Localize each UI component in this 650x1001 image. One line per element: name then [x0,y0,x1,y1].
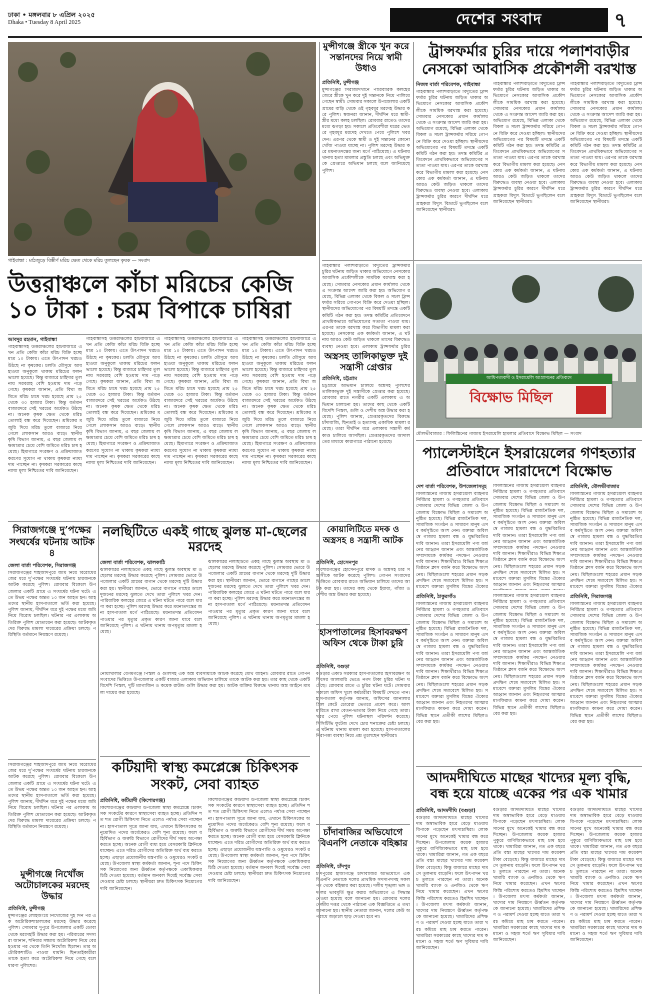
transformer-body-col-1: গাইবান্ধার পলাশবাড়ীতে বিদ্যুতের ট্রান্সফর্মার চুরির ঘটনায় জড়িত থাকার অভিযোগে নেসকোর আবাসিক প্রকৌশলীকে সাময়িক বরখাস্ত করা হয়েছে। সোমবার নেসকোর প্রধান কার্যালয় থেকে এ সংক্রান্ত আদেশ জারি করা হয়। অভিযোগ রয়েছে, বিভিন্ন এলাকা থেকে বিকল ও সচল ট্রান্সফর্মার সরিয়ে গোপনে বিক্রি করে দেওয়া হচ্ছিল। স্থানীয়দের অভিযোগের পর বিষয়টি তদন্তে একটি কমিটি গঠন করা হয়। তদন্ত কমিটির প্রতিবেদনে প্রাথমিকভাবে অভিযোগের সত্যতা পাওয়া যায়। এরপর তাকে বরখাস্ত করে বিভাগীয় মামলা করা হয়েছে। নেসকোর এক কর্মকর্তা জানান, এ ঘটনায় আরও কেউ জড়িত থাকলে তাদের বিরুদ্ধেও ব্যবস্থা নেওয়া হবে। এলাকায় ট্রান্সফর্মার চুরির কারণে দীর্ঘদিন ধরে গ্রাহকরা বিদ্যুৎ বিভ্রাটে ভুগছিলেন বলে জানিয়েছেন স্থানীয়রা। [416,90,488,213]
masthead-rule [8,36,642,38]
page-number: ৭ [614,8,628,32]
palestine-headline: প্যালেস্টাইনে ইসরায়েলের গণহত্যার প্রতিবাদে সারাদেশে বিক্ষোভ [422,444,636,480]
chandpur-byline: প্রতিনিধি, চাঁদপুর [316,864,351,870]
palestine-body-col-6: ফিলিস্তিনের গাজায় ইসরায়েলি বাহিনীর নির্বিচার হামলা ও গণহত্যার প্রতিবাদে সোমবার দেশের বিভিন্ন জেলা ও উপজেলায় বিক্ষোভ মিছিল ও সমাবেশ অনুষ্ঠিত হয়েছে। বিভিন্ন রাজনৈতিক দল, সামাজিক সংগঠন ও সাধারণ মানুষ এসব কর্মসূচিতে অংশ নেন। বক্তারা অবিলম্বে গাজায় হামলা বন্ধ ও যুদ্ধবিরতির দাবি জানান। তারা ইসরায়েলি পণ্য বর্জনের আহ্বান জানান এবং আন্তর্জাতিক সম্প্রদায়কে কার্যকর পদক্ষেপ নেওয়ার দাবি জানান। শিক্ষার্থীরাও বিভিন্ন শিক্ষাপ্রতিষ্ঠানে ক্লাস বর্জন করে বিক্ষোভে অংশ নেয়। মিছিলগুলো শহরের প্রধান সড়ক প্রদক্ষিণ শেষে সমাবেশে মিলিত হয়। সমাবেশে বক্তারা মুসলিম বিশ্বের ঐক্যের আহ্বান জানান এবং নিহতদের আত্মার মাগফিরাত কামনা করে দোয়া করেন। বিভিন্ন স্থানে প্রতীকী লাশের মিছিলও বের করা হয়। [570,602,642,725]
chili-photo [8,42,316,256]
chili-photo-caption: গাইবান্ধা : মাঠজুড়ে বিস্তীর্ণ মরিচ ক্ষেত থেকে মরিচ তুলছেন কৃষক — সংবাদ [8,259,150,264]
divider-palestine [416,440,642,441]
missing-body: মুন্সীগঞ্জের লৌহজংয়ে নিখোঁজের দুই দিন পর এক অটোরিকশাচালকের মরদেহ উদ্ধার করেছে পুলিশ। সোমবার দুপুরে উপজেলার একটি ডোবা থেকে মরদেহটি উদ্ধার করা হয়। পরিবারের সদস্যরা জানান, শনিবার সন্ধ্যায় অটোরিকশা নিয়ে বের হওয়ার পর থেকে তিনি নিখোঁজ ছিলেন। তার অটোরিকশাটিও পাওয়া যায়নি। ছিনতাইকারীরা তাকে হত্যা করে অটোরিকশা নিয়ে গেছে বলে ধারণা পুলিশের। [8,914,96,969]
chili-headline-rule [8,334,316,335]
transformer-body-col-2: গাইবান্ধার পলাশবাড়ীতে বিদ্যুতের ট্রান্সফর্মার চুরির ঘটনায় জড়িত থাকার অভিযোগে নেসকোর আবাসিক প্রকৌশলীকে সাময়িক বরখাস্ত করা হয়েছে। সোমবার নেসকোর প্রধান কার্যালয় থেকে এ সংক্রান্ত আদেশ জারি করা হয়। অভিযোগ রয়েছে, বিভিন্ন এলাকা থেকে বিকল ও সচল ট্রান্সফর্মার সরিয়ে গোপনে বিক্রি করে দেওয়া হচ্ছিল। স্থানীয়দের অভিযোগের পর বিষয়টি তদন্তে একটি কমিটি গঠন করা হয়। তদন্ত কমিটির প্রতিবেদনে প্রাথমিকভাবে অভিযোগের সত্যতা পাওয়া যায়। এরপর তাকে বরখাস্ত করে বিভাগীয় মামলা করা হয়েছে। নেসকোর এক কর্মকর্তা জানান, এ ঘটনায় আরও কেউ জড়িত থাকলে তাদের বিরুদ্ধেও ব্যবস্থা নেওয়া হবে। এলাকায় ট্রান্সফর্মার চুরির কারণে দীর্ঘদিন ধরে গ্রাহকরা বিদ্যুৎ বিভ্রাটে ভুগছিলেন বলে জানিয়েছেন স্থানীয়রা। [493,82,565,205]
nalchiti-headline: নলছিটিতে একই গাছে ঝুলন্ত মা-ছেলের মরদেহ [102,525,308,555]
kotiadi-headline: কটিয়াদী স্বাস্থ্য কমপ্লেক্সে চিকিৎসক সংকট, সেবা ব্যাহত [111,760,299,793]
robbers-body: চট্টগ্রামে অভিযান চালিয়ে অস্ত্রসহ পুলিশের তালিকাভুক্ত দুই সন্ত্রাসীকে গ্রেপ্তার করা হয়েছে। রোববার রাতে নগরীর একটি এলাকায় এ অভিযান চালানো হয়। তাদের কাছ থেকে একটি বিদেশি পিস্তল, গুলি ও দেশীয় অস্ত্র উদ্ধার করা হয়েছে। পুলিশ জানায়, গ্রেপ্তারকৃতদের বিরুদ্ধে চাঁদাবাজি, ছিনতাই ও হত্যাসহ একাধিক মামলা রয়েছে। তারা দীর্ঘদিন ধরে এলাকায় সন্ত্রাসী কর্মকাণ্ড চালিয়ে আসছিল। গ্রেপ্তারকৃতদের আদালতের মাধ্যমে কারাগারে পাঠানো হয়েছে। [322,384,410,445]
arrest4-body: কিশোরগঞ্জের হোসেনপুরে মাদক ও অস্ত্রসহ চার সন্ত্রাসীকে আটক করেছে পুলিশ। গোপন সংবাদের ভিত্তিতে রোববার রাতে অভিযান চালিয়ে তাদের আটক করা হয়। তাদের কাছ থেকে ইয়াবা, গাঁজা ও দেশীয় অস্ত্র উদ্ধার করা হয়েছে। [316,568,410,598]
vrule-3 [98,525,99,994]
vrule-2 [413,42,414,994]
missing-headline: মুন্সীগঞ্জে নিখোঁজ অটোচালকের মরদেহ উদ্ধার [14,870,90,902]
palestine-body-col-3: ফিলিস্তিনের গাজায় ইসরায়েলি বাহিনীর নির্বিচার হামলা ও গণহত্যার প্রতিবাদে সোমবার দেশের বিভিন্ন জেলা ও উপজেলায় বিক্ষোভ মিছিল ও সমাবেশ অনুষ্ঠিত হয়েছে। বিভিন্ন রাজনৈতিক দল, সামাজিক সংগঠন ও সাধারণ মানুষ এসব কর্মসূচিতে অংশ নেন। বক্তারা অবিলম্বে গাজায় হামলা বন্ধ ও যুদ্ধবিরতির দাবি জানান। তারা ইসরায়েলি পণ্য বর্জনের আহ্বান জানান এবং আন্তর্জাতিক সম্প্রদায়কে কার্যকর পদক্ষেপ নেওয়ার দাবি জানান। শিক্ষার্থীরাও বিভিন্ন শিক্ষাপ্রতিষ্ঠানে ক্লাস বর্জন করে বিক্ষোভে অংশ নেয়। মিছিলগুলো শহরের প্রধান সড়ক প্রদক্ষিণ শেষে সমাবেশে মিলিত হয়। সমাবেশে বক্তারা মুসলিম বিশ্বের ঐক্যের [570,492,642,590]
divider-chandpur [316,824,410,825]
chili-headline: উত্তরাঞ্চলে কাঁচা মরিচের কেজি ১০ টাকা : চরম বিপাকে চাষিরা [8,271,293,324]
sirajganj-body: সিরাজগঞ্জের শাহজাদপুরে জমি নিয়ে বিরোধের জের ধরে দু’পক্ষের সংঘর্ষের ঘটনায় চারজনকে আটক করেছে পুলিশ। রোববার বিকেলে উপজেলার একটি গ্রামে এ সংঘর্ষের ঘটনা ঘটে। এতে উভয় পক্ষের অন্তত ১০ জন আহত হন। আহতদের স্থানীয় হাসপাতালে ভর্তি করা হয়েছে। পুলিশ জানায়, দীর্ঘদিন ধরে দুই পক্ষের মধ্যে জমি নিয়ে বিরোধ চলছিল। ঘটনার পর এলাকায় অতিরিক্ত পুলিশ মোতায়েন করা হয়েছে। আটককৃতদের বিরুদ্ধে মামলা দায়েরের প্রক্রিয়া চলছে। পরিস্থিতি বর্তমানে নিয়ন্ত্রণে রয়েছে। [8,571,96,639]
chili-body-col-2: গাইবান্ধাসহ উত্তরাঞ্চলের হাটবাজারে এখন প্রতি কেজি কাঁচা মরিচ বিক্রি হচ্ছে মাত্র ১০ টাকায়। এতে উৎপাদন খরচও উঠছে না কৃষকের। চলতি মৌসুমে আবহাওয়া অনুকূলে থাকায় মরিচের ফলন ভালো হয়েছে। কিন্তু বাজারে চাহিদার তুলনায় সরবরাহ বেশি হওয়ায় দাম পড়ে গেছে। কৃষকরা জানান, প্রতি বিঘা জমিতে মরিচ চাষে খরচ হয়েছে প্রায় ২৫ থেকে ৩০ হাজার টাকা। কিন্তু বর্তমান বাজারদরে সেই খরচের অর্ধেকও উঠছে না। অনেক কৃষক ক্ষেত থেকে মরিচ তোলাই বন্ধ করে দিয়েছেন। শ্রমিকের মজুরি দিয়ে মরিচ তুলে বাজারে নিয়ে গেলে লোকসান আরও বাড়ে। স্থানীয় কৃষি বিভাগ জানায়, এ বছর জেলায় লক্ষ্যমাত্রার চেয়ে বেশি জমিতে মরিচ চাষ হয়েছে। হিমাগারে সংরক্ষণ ও প্রক্রিয়াজাতকরণের সুযোগ না থাকায় কৃষকরা ন্যায্য দাম পাচ্ছেন না। কৃষকরা সরকারের কাছে ন্যায্য মূল্য নিশ্চিতের দাবি জানিয়েছেন। [86,337,160,467]
chili-body-col-1: গাইবান্ধাসহ উত্তরাঞ্চলের হাটবাজারে এখন প্রতি কেজি কাঁচা মরিচ বিক্রি হচ্ছে মাত্র ১০ টাকায়। এতে উৎপাদন খরচও উঠছে না কৃষকের। চলতি মৌসুমে আবহাওয়া অনুকূলে থাকায় মরিচের ফলন ভালো হয়েছে। কিন্তু বাজারে চাহিদার তুলনায় সরবরাহ বেশি হওয়ায় দাম পড়ে গেছে। কৃষকরা জানান, প্রতি বিঘা জমিতে মরিচ চাষে খরচ হয়েছে প্রায় ২৫ থেকে ৩০ হাজার টাকা। কিন্তু বর্তমান বাজারদরে সেই খরচের অর্ধেকও উঠছে না। অনেক কৃষক ক্ষেত থেকে মরিচ তোলাই বন্ধ করে দিয়েছেন। শ্রমিকের মজুরি দিয়ে মরিচ তুলে বাজারে নিয়ে গেলে লোকসান আরও বাড়ে। স্থানীয় কৃষি বিভাগ জানায়, এ বছর জেলায় লক্ষ্যমাত্রার চেয়ে বেশি জমিতে মরিচ চাষ হয়েছে। হিমাগারে সংরক্ষণ ও প্রক্রিয়াজাতকরণের সুযোগ না থাকায় কৃষকরা ন্যায্য দাম পাচ্ছেন না। কৃষকরা সরকারের কাছে ন্যায্য মূল্য নিশ্চিতের দাবি জানিয়েছেন। [8,345,82,475]
nalchiti-body-col-1: ঝালকাঠির নলছিটিতে একই গাছে ঝুলন্ত অবস্থায় মা ও ছেলের মরদেহ উদ্ধার করেছে পুলিশ। সোমবার ভোরে উপজেলার একটি গ্রামের বাগান থেকে মরদেহ দুটি উদ্ধার করা হয়। স্থানীয়রা জানান, ভোরে বাগানে গাছের ডালে দুজনের মরদেহ ঝুলতে দেখে তারা পুলিশে খবর দেন। পারিবারিক কলহের জেরে এ ঘটনা ঘটতে পারে বলে ধারণা করা হচ্ছে। পুলিশ মরদেহ উদ্ধার করে ময়নাতদন্তের জন্য হাসপাতাল মর্গে পাঠিয়েছে। ময়নাতদন্ত প্রতিবেদন পাওয়ার পর মৃত্যুর প্রকৃত কারণ জানা যাবে বলে জানিয়েছে পুলিশ। এ ঘটনায় থানায় অপমৃত্যুর মামলা হয়েছে। [100,568,202,636]
date-line-bangla: ঢাকা • মঙ্গলবার ৮ এপ্রিল ২০২৫ [8,11,95,19]
fish-body-col-1: বগুড়ার আদমদীঘিতে মাছের খাদ্যের দাম অস্বাভাবিক হারে বেড়ে যাওয়ায় বিপাকে পড়েছেন মৎস্যচাষিরা। লোকসানের মুখে অনেকেই খামার বন্ধ করে দিচ্ছেন। উপজেলায় কয়েক হাজার পুকুরে বাণিজ্যিকভাবে মাছ চাষ হয়ে থাকে। খামারিরা জানান, গত এক বছরে প্রতি বস্তা মাছের খাদ্যের দাম কয়েকশ টাকা বেড়েছে। কিন্তু বাজারে মাছের দাম সে তুলনায় বাড়েনি। ফলে উৎপাদন খরচ তুলতে পারছেন না তারা। অনেক খামারি ব্যাংক ও এনজিও থেকে ঋণ নিয়ে খামার করেছেন। এখন ঋণের কিস্তি পরিশোধ করতেও হিমশিম খাচ্ছেন। উপজেলা মৎস্য কর্মকর্তা জানান, খাদ্যের দাম নিয়ন্ত্রণে ঊর্ধ্বতন কর্তৃপক্ষকে জানানো হয়েছে। খামারিদের প্রশিক্ষণ ও পরামর্শ দেওয়া হচ্ছে যাতে তারা খরচ কমিয়ে মাছ চাষ করতে পারেন। খামারিরা সরকারের কাছে খাদ্যের দাম কমানো ও সহজ শর্তে ঋণ সুবিধার দাবি জানিয়েছেন। [416,816,488,952]
banner-top-text: আধিপত্যবাদী ও ইসরায়েলি আগ্রাসনের প্রতিবাদে [486,376,572,381]
divider-mid [322,260,642,261]
hospital-byline: প্রতিনিধি, বগুড়া [316,664,350,670]
transformer-cont: গাইবান্ধার পলাশবাড়ীতে বিদ্যুতের ট্রান্সফর্মার চুরির ঘটনায় জড়িত থাকার অভিযোগে নেসকোর আবাসিক প্রকৌশলীকে সাময়িক বরখাস্ত করা হয়েছে। সোমবার নেসকোর প্রধান কার্যালয় থেকে এ সংক্রান্ত আদেশ জারি করা হয়। অভিযোগ রয়েছে, বিভিন্ন এলাকা থেকে বিকল ও সচল ট্রান্সফর্মার সরিয়ে গোপনে বিক্রি করে দেওয়া হচ্ছিল। স্থানীয়দের অভিযোগের পর বিষয়টি তদন্তে একটি কমিটি গঠন করা হয়। তদন্ত কমিটির প্রতিবেদনে প্রাথমিকভাবে অভিযোগের সত্যতা পাওয়া যায়। এরপর তাকে বরখাস্ত করে বিভাগীয় মামলা করা হয়েছে। নেসকোর এক কর্মকর্তা জানান, এ ঘটনায় আরও কেউ জড়িত থাকলে তাদের বিরুদ্ধেও ব্যবস্থা নেওয়া হবে। এলাকায় ট্রান্সফর্মার চুরির [322,264,410,349]
transformer-byline: নিজস্ব বার্তা পরিবেশক, গাইবান্ধা [416,82,481,88]
fish-body-col-2: বগুড়ার আদমদীঘিতে মাছের খাদ্যের দাম অস্বাভাবিক হারে বেড়ে যাওয়ায় বিপাকে পড়েছেন মৎস্যচাষিরা। লোকসানের মুখে অনেকেই খামার বন্ধ করে দিচ্ছেন। উপজেলায় কয়েক হাজার পুকুরে বাণিজ্যিকভাবে মাছ চাষ হয়ে থাকে। খামারিরা জানান, গত এক বছরে প্রতি বস্তা মাছের খাদ্যের দাম কয়েকশ টাকা বেড়েছে। কিন্তু বাজারে মাছের দাম সে তুলনায় বাড়েনি। ফলে উৎপাদন খরচ তুলতে পারছেন না তারা। অনেক খামারি ব্যাংক ও এনজিও থেকে ঋণ নিয়ে খামার করেছেন। এখন ঋণের কিস্তি পরিশোধ করতেও হিমশিম খাচ্ছেন। উপজেলা মৎস্য কর্মকর্তা জানান, খাদ্যের দাম নিয়ন্ত্রণে ঊর্ধ্বতন কর্তৃপক্ষকে জানানো হয়েছে। খামারিদের প্রশিক্ষণ ও পরামর্শ দেওয়া হচ্ছে যাতে তারা খরচ কমিয়ে মাছ চাষ করতে পারেন। খামারিরা সরকারের কাছে খাদ্যের দাম কমানো ও সহজ শর্তে ঋণ সুবিধার দাবি জানিয়েছেন। [493,808,565,944]
missing-byline: প্রতিনিধি, মুন্সীগঞ্জ [8,906,45,912]
robbers-byline: প্রতিনিধি, চট্টগ্রাম [322,376,358,382]
divider-row2 [8,521,410,522]
banner-main-text: বিক্ষোভ মিছিল [469,390,553,406]
kotiadi-body-col-2: কিশোরগঞ্জের কটিয়াদী উপজেলা স্বাস্থ্য কমপ্লেক্সে চিকিৎসক সংকটের কারণে স্বাস্থ্যসেবা ব্যাহত হচ্ছে। প্রতিদিন শত শত রোগী চিকিৎসা নিতে এলেও পর্যাপ্ত সেবা পাচ্ছেন না। হাসপাতাল সূত্রে জানা যায়, এখানে চিকিৎসকের অনুমোদিত পদের অর্ধেকেরও বেশি শূন্য রয়েছে। ফলে বহির্বিভাগ ও জরুরি বিভাগে রোগীদের দীর্ঘ সময় অপেক্ষা করতে হচ্ছে। অনেক রোগী বাধ্য হয়ে বেসরকারি ক্লিনিকে যাচ্ছেন। এতে দরিদ্র রোগীদের অতিরিক্ত অর্থ ব্যয় করতে হচ্ছে। এছাড়া প্রয়োজনীয় যন্ত্রপাতি ও ওষুধেরও সংকট রয়েছে। উপজেলা স্বাস্থ্য কর্মকর্তা জানান, শূন্য পদে চিকিৎসক নিয়োগের জন্য ঊর্ধ্বতন কর্তৃপক্ষকে একাধিকবার চিঠি দেওয়া হয়েছে। বর্তমান জনবল দিয়েই সর্বোচ্চ সেবা দেওয়ার চেষ্টা চলছে। স্থানীয়রা দ্রুত চিকিৎসক নিয়োগের দাবি জানিয়েছেন। [208,798,310,884]
arms-body: নোয়াখালীর বেগমগঞ্জে পিস্তল ও গুলিসহ এক অস্ত্র ব্যবসায়ীকে আটক করেছে যৌথ বাহিনী। রোববার রাতে গোপন সংবাদের ভিত্তিতে উপজেলার একটি বাজার এলাকায় অভিযান চালিয়ে তাকে আটক করা হয়। তার কাছ থেকে একটি বিদেশি পিস্তল, দুটি ম্যাগাজিন ও কয়েক রাউন্ড গুলি উদ্ধার করা হয়। আটক ব্যক্তির বিরুদ্ধে থানায় অস্ত্র আইনে মামলা দায়ের করা হয়েছে। [100,672,310,696]
palestine-body-col-5: ফিলিস্তিনের গাজায় ইসরায়েলি বাহিনীর নির্বিচার হামলা ও গণহত্যার প্রতিবাদে সোমবার দেশের বিভিন্ন জেলা ও উপজেলায় বিক্ষোভ মিছিল ও সমাবেশ অনুষ্ঠিত হয়েছে। বিভিন্ন রাজনৈতিক দল, সামাজিক সংগঠন ও সাধারণ মানুষ এসব কর্মসূচিতে অংশ নেন। বক্তারা অবিলম্বে গাজায় হামলা বন্ধ ও যুদ্ধবিরতির দাবি জানান। তারা ইসরায়েলি পণ্য বর্জনের আহ্বান জানান এবং আন্তর্জাতিক সম্প্রদায়কে কার্যকর পদক্ষেপ নেওয়ার দাবি জানান। শিক্ষার্থীরাও বিভিন্ন শিক্ষাপ্রতিষ্ঠানে ক্লাস বর্জন করে বিক্ষোভে অংশ নেয়। মিছিলগুলো শহরের প্রধান সড়ক প্রদক্ষিণ শেষে সমাবেশে মিলিত হয়। সমাবেশে বক্তারা মুসলিম বিশ্বের ঐক্যের আহ্বান জানান এবং নিহতদের আত্মার মাগফিরাত কামনা করে দোয়া করেন। বিভিন্ন স্থানে প্রতীকী লাশের মিছিলও বের করা হয়। [493,594,565,717]
hospital-body: বগুড়ার একটি সরকারি হাসপাতালের হিসাবরক্ষণ অফিসের আলমারি ভেঙে নগদ টাকা চুরির ঘটনা ঘটেছে। রোববার রাতে এ চুরির ঘটনা ঘটে। সোমবার সকালে অফিস খুলে কর্মচারীরা বিষয়টি দেখতে পান। হাসপাতাল কর্তৃপক্ষ জানায়, অফিসের জানালার গ্রিল কেটে চোরেরা ভেতরে প্রবেশ করে। আলমারিতে রাখা বেতন-ভাতার টাকা নিয়ে গেছে তারা। খবর পেয়ে পুলিশ ঘটনাস্থল পরিদর্শন করেছে। সিসিটিভি ফুটেজ দেখে চোর শনাক্তের চেষ্টা চলছে। এ ঘটনায় থানায় মামলা করা হয়েছে। হাসপাতালের নিরাপত্তা ব্যবস্থা নিয়ে প্রশ্ন তুলেছেন স্থানীয়রা। [316,672,410,740]
palestine-body-col-2: ফিলিস্তিনের গাজায় ইসরায়েলি বাহিনীর নির্বিচার হামলা ও গণহত্যার প্রতিবাদে সোমবার দেশের বিভিন্ন জেলা ও উপজেলায় বিক্ষোভ মিছিল ও সমাবেশ অনুষ্ঠিত হয়েছে। বিভিন্ন রাজনৈতিক দল, সামাজিক সংগঠন ও সাধারণ মানুষ এসব কর্মসূচিতে অংশ নেন। বক্তারা অবিলম্বে গাজায় হামলা বন্ধ ও যুদ্ধবিরতির দাবি জানান। তারা ইসরায়েলি পণ্য বর্জনের আহ্বান জানান এবং আন্তর্জাতিক সম্প্রদায়কে কার্যকর পদক্ষেপ নেওয়ার দাবি জানান। শিক্ষার্থীরাও বিভিন্ন শিক্ষাপ্রতিষ্ঠানে ক্লাস বর্জন করে বিক্ষোভে অংশ নেয়। মিছিলগুলো শহরের প্রধান সড়ক প্রদক্ষিণ শেষে সমাবেশে মিলিত হয়। সমাবেশে বক্তারা মুসলিম বিশ্বের ঐক্যের আহ্বান জানান এবং নিহতদের আত্মার [493,484,565,589]
nalchiti-body-col-2: ঝালকাঠির নলছিটিতে একই গাছে ঝুলন্ত অবস্থায় মা ও ছেলের মরদেহ উদ্ধার করেছে পুলিশ। সোমবার ভোরে উপজেলার একটি গ্রামের বাগান থেকে মরদেহ দুটি উদ্ধার করা হয়। স্থানীয়রা জানান, ভোরে বাগানে গাছের ডালে দুজনের মরদেহ ঝুলতে দেখে তারা পুলিশে খবর দেন। পারিবারিক কলহের জেরে এ ঘটনা ঘটতে পারে বলে ধারণা করা হচ্ছে। পুলিশ মরদেহ উদ্ধার করে ময়নাতদন্তের জন্য হাসপাতাল মর্গে পাঠিয়েছে। ময়নাতদন্ত প্রতিবেদন পাওয়ার পর মৃত্যুর প্রকৃত কারণ জানা যাবে বলে জানিয়েছে পুলিশ। এ ঘটনায় থানায় অপমৃত্যুর মামলা হয়েছে। [208,560,310,628]
divider-fish [416,766,642,767]
protest-caption: মৌলভীবাজার : ফিলিস্তিনের গাজায় ইসরায়েলি হামলার প্রতিবাদে বিক্ষোভ মিছিল — সংবাদ [416,432,582,437]
chili-byline: আবদুর রহমান, গাইবান্ধা [8,337,57,343]
kotiadi-body-col-1: কিশোরগঞ্জের কটিয়াদী উপজেলা স্বাস্থ্য কমপ্লেক্সে চিকিৎসক সংকটের কারণে স্বাস্থ্যসেবা ব্যাহত হচ্ছে। প্রতিদিন শত শত রোগী চিকিৎসা নিতে এলেও পর্যাপ্ত সেবা পাচ্ছেন না। হাসপাতাল সূত্রে জানা যায়, এখানে চিকিৎসকের অনুমোদিত পদের অর্ধেকেরও বেশি শূন্য রয়েছে। ফলে বহির্বিভাগ ও জরুরি বিভাগে রোগীদের দীর্ঘ সময় অপেক্ষা করতে হচ্ছে। অনেক রোগী বাধ্য হয়ে বেসরকারি ক্লিনিকে যাচ্ছেন। এতে দরিদ্র রোগীদের অতিরিক্ত অর্থ ব্যয় করতে হচ্ছে। এছাড়া প্রয়োজনীয় যন্ত্রপাতি ও ওষুধেরও সংকট রয়েছে। উপজেলা স্বাস্থ্য কর্মকর্তা জানান, শূন্য পদে চিকিৎসক নিয়োগের জন্য ঊর্ধ্বতন কর্তৃপক্ষকে একাধিকবার চিঠি দেওয়া হয়েছে। বর্তমান জনবল দিয়েই সর্বোচ্চ সেবা দেওয়ার চেষ্টা চলছে। স্থানীয়রা দ্রুত চিকিৎসক নিয়োগের দাবি জানিয়েছেন। [100,806,202,892]
masthead [8,6,642,36]
farmer-picking-chili-image [8,42,316,256]
fish-headline: আদমদীঘিতে মাছের খাদ্যের মূল্য বৃদ্ধি, বন্ধ হয়ে যাচ্ছে একের পর এক খামার [426,770,632,802]
divider-hospital [316,624,410,625]
chandpur-body: চাঁদপুরের হাজীগঞ্জে চাঁদাবাজির অভিযোগে এক বিএনপি নেতাকে দলের প্রাথমিক সদস্যপদসহ সকল পদ থেকে বহিষ্কার করা হয়েছে। দলীয় শৃঙ্খলা ভঙ্গ ও দলের ভাবমূর্তি ক্ষুণ্ণ করার অভিযোগে এ সিদ্ধান্ত নেওয়া হয়েছে বলে জানানো হয়। রোববার দলের কেন্দ্রীয় দপ্তর থেকে পাঠানো এক বিজ্ঞপ্তিতে এ তথ্য জানানো হয়। স্থানীয় নেতারা জানান, দলের কেউ অপরাধে জড়ালে ছাড় দেওয়া হবে না। [316,872,410,921]
section-banner [390,8,608,32]
kotiadi-byline: প্রতিনিধি, কটিয়াদী (কিশোরগঞ্জ) [100,798,166,804]
protest-photo [416,264,642,428]
palestine-sub3: প্রতিনিধি, সিরাজগঞ্জ [570,594,613,600]
arrest4-headline: কোয়ালিটিতে মদক ও অস্ত্রসহ ৪ সন্ত্রাসী আটক [322,525,404,546]
palestine-sub2: প্রতিনিধি, ঠাকুরগাঁও [416,594,456,600]
robbers-headline: অস্ত্রসহ তালিকাভুক্ত দুই সন্ত্রাসী গ্রেপ্তার [324,352,408,373]
transformer-headline: ট্রান্সফর্মার চুরির দায়ে পলাশবাড়ীর নেসকো আবাসিক প্রকৌশলী বরখাস্ত [421,42,637,78]
sirajganj-cont: সিরাজগঞ্জের শাহজাদপুরে জমি নিয়ে বিরোধের জের ধরে দু’পক্ষের সংঘর্ষের ঘটনায় চারজনকে আটক করেছে পুলিশ। রোববার বিকেলে উপজেলার একটি গ্রামে এ সংঘর্ষের ঘটনা ঘটে। এতে উভয় পক্ষের অন্তত ১০ জন আহত হন। আহতদের স্থানীয় হাসপাতালে ভর্তি করা হয়েছে। পুলিশ জানায়, দীর্ঘদিন ধরে দুই পক্ষের মধ্যে জমি নিয়ে বিরোধ চলছিল। ঘটনার পর এলাকায় অতিরিক্ত পুলিশ মোতায়েন করা হয়েছে। আটককৃতদের বিরুদ্ধে মামলা দায়েরের প্রক্রিয়া চলছে। পরিস্থিতি বর্তমানে নিয়ন্ত্রণে রয়েছে। [8,763,96,831]
section-title: দেশের সংবাদ [455,9,543,28]
nalchiti-byline: জেলা বার্তা পরিবেশক, ঝালকাঠি [100,560,166,566]
divider-missing [8,759,96,760]
divider-kotiadi [100,756,310,757]
wife-byline: প্রতিনিধি, মুন্সীগঞ্জ [322,80,359,86]
vrule-1 [319,42,320,994]
hospital-headline: হাসপাতালের হিসাবরক্ষণ অফিস থেকে টাকা চুরি [318,628,408,649]
palestine-body-col-1: ফিলিস্তিনের গাজায় ইসরায়েলি বাহিনীর নির্বিচার হামলা ও গণহত্যার প্রতিবাদে সোমবার দেশের বিভিন্ন জেলা ও উপজেলায় বিক্ষোভ মিছিল ও সমাবেশ অনুষ্ঠিত হয়েছে। বিভিন্ন রাজনৈতিক দল, সামাজিক সংগঠন ও সাধারণ মানুষ এসব কর্মসূচিতে অংশ নেন। বক্তারা অবিলম্বে গাজায় হামলা বন্ধ ও যুদ্ধবিরতির দাবি জানান। তারা ইসরায়েলি পণ্য বর্জনের আহ্বান জানান এবং আন্তর্জাতিক সম্প্রদায়কে কার্যকর পদক্ষেপ নেওয়ার দাবি জানান। শিক্ষার্থীরাও বিভিন্ন শিক্ষাপ্রতিষ্ঠানে ক্লাস বর্জন করে বিক্ষোভে অংশ নেয়। মিছিলগুলো শহরের প্রধান সড়ক প্রদক্ষিণ শেষে সমাবেশে মিলিত হয়। সমাবেশে বক্তারা মুসলিম বিশ্বের ঐক্যের [416,492,488,590]
arrest4-byline: প্রতিনিধি, হোসেনপুর [316,560,358,566]
palestine-sub1: প্রতিনিধি, মৌলভীবাজার [570,484,620,490]
transformer-body-col-3: গাইবান্ধার পলাশবাড়ীতে বিদ্যুতের ট্রান্সফর্মার চুরির ঘটনায় জড়িত থাকার অভিযোগে নেসকোর আবাসিক প্রকৌশলীকে সাময়িক বরখাস্ত করা হয়েছে। সোমবার নেসকোর প্রধান কার্যালয় থেকে এ সংক্রান্ত আদেশ জারি করা হয়। অভিযোগ রয়েছে, বিভিন্ন এলাকা থেকে বিকল ও সচল ট্রান্সফর্মার সরিয়ে গোপনে বিক্রি করে দেওয়া হচ্ছিল। স্থানীয়দের অভিযোগের পর বিষয়টি তদন্তে একটি কমিটি গঠন করা হয়। তদন্ত কমিটির প্রতিবেদনে প্রাথমিকভাবে অভিযোগের সত্যতা পাওয়া যায়। এরপর তাকে বরখাস্ত করে বিভাগীয় মামলা করা হয়েছে। নেসকোর এক কর্মকর্তা জানান, এ ঘটনায় আরও কেউ জড়িত থাকলে তাদের বিরুদ্ধেও ব্যবস্থা নেওয়া হবে। এলাকায় ট্রান্সফর্মার চুরির কারণে দীর্ঘদিন ধরে গ্রাহকরা বিদ্যুৎ বিভ্রাটে ভুগছিলেন বলে জানিয়েছেন স্থানীয়রা। [570,82,642,205]
wife-headline: মুন্সীগঞ্জে স্ত্রীকে খুন করে সন্তানদের নিয়ে স্বামী উধাও [322,42,410,74]
date-line-english: Dhaka • Tuesday 8 April 2025 [8,20,81,26]
chili-body-col-4: গাইবান্ধাসহ উত্তরাঞ্চলের হাটবাজারে এখন প্রতি কেজি কাঁচা মরিচ বিক্রি হচ্ছে মাত্র ১০ টাকায়। এতে উৎপাদন খরচও উঠছে না কৃষকের। চলতি মৌসুমে আবহাওয়া অনুকূলে থাকায় মরিচের ফলন ভালো হয়েছে। কিন্তু বাজারে চাহিদার তুলনায় সরবরাহ বেশি হওয়ায় দাম পড়ে গেছে। কৃষকরা জানান, প্রতি বিঘা জমিতে মরিচ চাষে খরচ হয়েছে প্রায় ২৫ থেকে ৩০ হাজার টাকা। কিন্তু বর্তমান বাজারদরে সেই খরচের অর্ধেকও উঠছে না। অনেক কৃষক ক্ষেত থেকে মরিচ তোলাই বন্ধ করে দিয়েছেন। শ্রমিকের মজুরি দিয়ে মরিচ তুলে বাজারে নিয়ে গেলে লোকসান আরও বাড়ে। স্থানীয় কৃষি বিভাগ জানায়, এ বছর জেলায় লক্ষ্যমাত্রার চেয়ে বেশি জমিতে মরিচ চাষ হয়েছে। হিমাগারে সংরক্ষণ ও প্রক্রিয়াজাতকরণের সুযোগ না থাকায় কৃষকরা ন্যায্য দাম পাচ্ছেন না। কৃষকরা সরকারের কাছে ন্যায্য মূল্য নিশ্চিতের দাবি জানিয়েছেন। [242,337,316,467]
chili-body-col-3: গাইবান্ধাসহ উত্তরাঞ্চলের হাটবাজারে এখন প্রতি কেজি কাঁচা মরিচ বিক্রি হচ্ছে মাত্র ১০ টাকায়। এতে উৎপাদন খরচও উঠছে না কৃষকের। চলতি মৌসুমে আবহাওয়া অনুকূলে থাকায় মরিচের ফলন ভালো হয়েছে। কিন্তু বাজারে চাহিদার তুলনায় সরবরাহ বেশি হওয়ায় দাম পড়ে গেছে। কৃষকরা জানান, প্রতি বিঘা জমিতে মরিচ চাষে খরচ হয়েছে প্রায় ২৫ থেকে ৩০ হাজার টাকা। কিন্তু বর্তমান বাজারদরে সেই খরচের অর্ধেকও উঠছে না। অনেক কৃষক ক্ষেত থেকে মরিচ তোলাই বন্ধ করে দিয়েছেন। শ্রমিকের মজুরি দিয়ে মরিচ তুলে বাজারে নিয়ে গেলে লোকসান আরও বাড়ে। স্থানীয় কৃষি বিভাগ জানায়, এ বছর জেলায় লক্ষ্যমাত্রার চেয়ে বেশি জমিতে মরিচ চাষ হয়েছে। হিমাগারে সংরক্ষণ ও প্রক্রিয়াজাতকরণের সুযোগ না থাকায় কৃষকরা ন্যায্য দাম পাচ্ছেন না। কৃষকরা সরকারের কাছে ন্যায্য মূল্য নিশ্চিতের দাবি জানিয়েছেন। [164,337,238,467]
fish-byline: প্রতিনিধি, আদমদীঘি (বগুড়া) [416,808,476,814]
sirajganj-headline: সিরাজগঞ্জে দু’পক্ষের সংঘর্ষের ঘটনায় আটক ৪ [9,525,95,559]
palestine-body-col-4: ফিলিস্তিনের গাজায় ইসরায়েলি বাহিনীর নির্বিচার হামলা ও গণহত্যার প্রতিবাদে সোমবার দেশের বিভিন্ন জেলা ও উপজেলায় বিক্ষোভ মিছিল ও সমাবেশ অনুষ্ঠিত হয়েছে। বিভিন্ন রাজনৈতিক দল, সামাজিক সংগঠন ও সাধারণ মানুষ এসব কর্মসূচিতে অংশ নেন। বক্তারা অবিলম্বে গাজায় হামলা বন্ধ ও যুদ্ধবিরতির দাবি জানান। তারা ইসরায়েলি পণ্য বর্জনের আহ্বান জানান এবং আন্তর্জাতিক সম্প্রদায়কে কার্যকর পদক্ষেপ নেওয়ার দাবি জানান। শিক্ষার্থীরাও বিভিন্ন শিক্ষাপ্রতিষ্ঠানে ক্লাস বর্জন করে বিক্ষোভে অংশ নেয়। মিছিলগুলো শহরের প্রধান সড়ক প্রদক্ষিণ শেষে সমাবেশে মিলিত হয়। সমাবেশে বক্তারা মুসলিম বিশ্বের ঐক্যের আহ্বান জানান এবং নিহতদের আত্মার মাগফিরাত কামনা করে দোয়া করেন। বিভিন্ন স্থানে প্রতীকী লাশের মিছিলও বের করা হয়। [416,602,488,725]
sirajganj-byline: জেলা বার্তা পরিবেশক, সিরাজগঞ্জ [8,563,77,569]
wife-body: মুন্সীগঞ্জের সিরাজদিখানে পারিবারিক কলহের জেরে স্ত্রীকে খুন করে দুই সন্তানকে নিয়ে পালিয়ে গেছেন স্বামী। সোমবার সকালে উপজেলার একটি গ্রামের বাড়ি থেকে ওই গৃহবধূর মরদেহ উদ্ধার করে পুলিশ। স্বজনরা জানান, দীর্ঘদিন ধরে স্বামী-স্ত্রীর মধ্যে কলহ চলছিল। রোববার রাতেও তাদের মধ্যে ঝগড়া হয়। সকালে প্রতিবেশীরা ঘরের ভেতরে গৃহবধূর মরদেহ দেখতে পেয়ে পুলিশে খবর দেন। এরপর থেকে স্বামী ও দুই সন্তানের কোনো খোঁজ পাওয়া যাচ্ছে না। পুলিশ মরদেহ উদ্ধার করে ময়নাতদন্তের জন্য মর্গে পাঠিয়েছে। এ ঘটনায় থানায় হত্যা মামলার প্রস্তুতি চলছে এবং অভিযুক্তকে গ্রেপ্তারে অভিযান চলছে বলে জানিয়েছে পুলিশ। [322,88,410,174]
palestine-byline: দেশ বার্তা পরিবেশক, উপজেলাসমূহ [416,484,487,490]
fish-body-col-3: বগুড়ার আদমদীঘিতে মাছের খাদ্যের দাম অস্বাভাবিক হারে বেড়ে যাওয়ায় বিপাকে পড়েছেন মৎস্যচাষিরা। লোকসানের মুখে অনেকেই খামার বন্ধ করে দিচ্ছেন। উপজেলায় কয়েক হাজার পুকুরে বাণিজ্যিকভাবে মাছ চাষ হয়ে থাকে। খামারিরা জানান, গত এক বছরে প্রতি বস্তা মাছের খাদ্যের দাম কয়েকশ টাকা বেড়েছে। কিন্তু বাজারে মাছের দাম সে তুলনায় বাড়েনি। ফলে উৎপাদন খরচ তুলতে পারছেন না তারা। অনেক খামারি ব্যাংক ও এনজিও থেকে ঋণ নিয়ে খামার করেছেন। এখন ঋণের কিস্তি পরিশোধ করতেও হিমশিম খাচ্ছেন। উপজেলা মৎস্য কর্মকর্তা জানান, খাদ্যের দাম নিয়ন্ত্রণে ঊর্ধ্বতন কর্তৃপক্ষকে জানানো হয়েছে। খামারিদের প্রশিক্ষণ ও পরামর্শ দেওয়া হচ্ছে যাতে তারা খরচ কমিয়ে মাছ চাষ করতে পারেন। খামারিরা সরকারের কাছে খাদ্যের দাম কমানো ও সহজ শর্তে ঋণ সুবিধার দাবি জানিয়েছেন। [570,808,642,944]
chandpur-headline: চাঁদাবাজির অভিযোগে বিএনপি নেতাকে বহিষ্কার [318,828,408,849]
